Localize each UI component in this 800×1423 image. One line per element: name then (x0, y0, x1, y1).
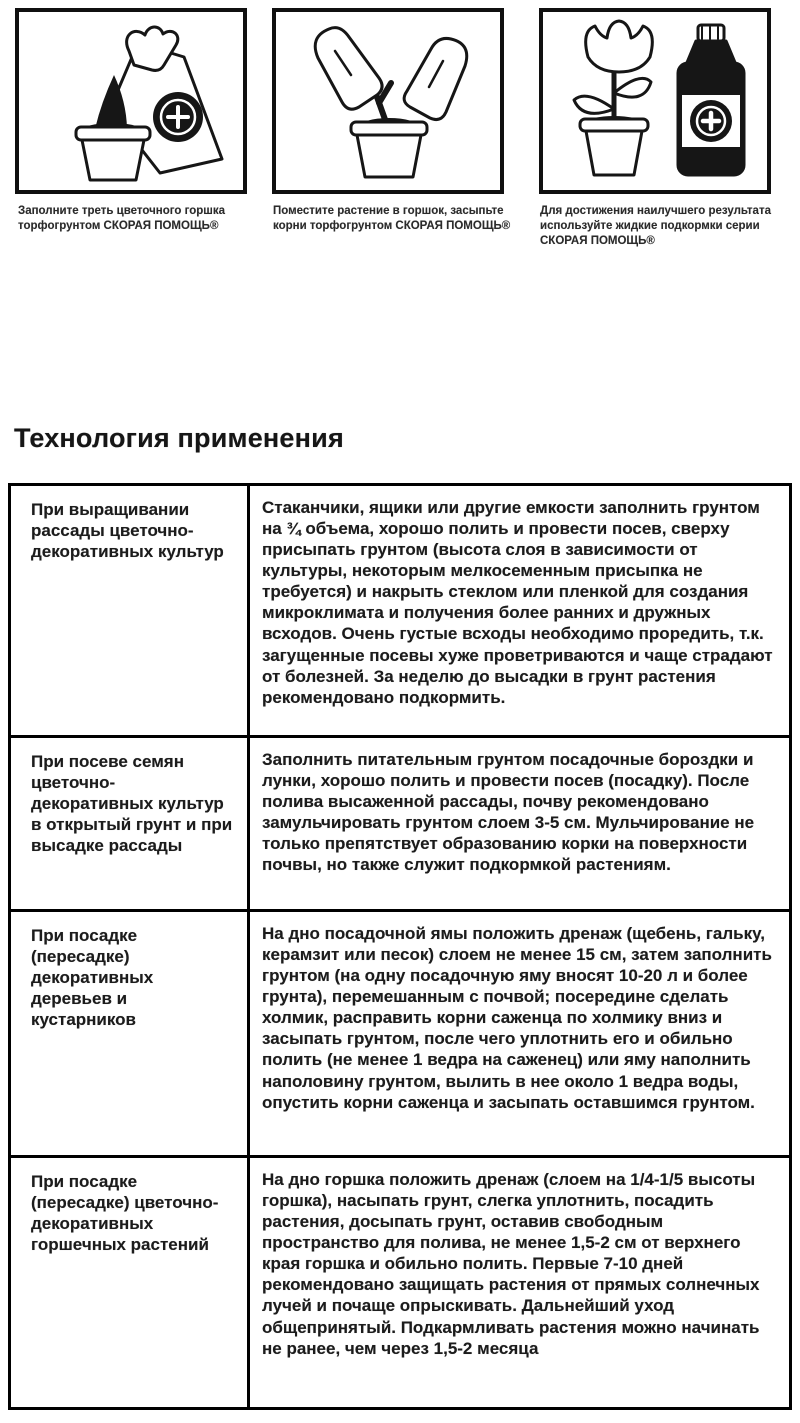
table-row-4-instructions: На дно горшка положить дренаж (слоем на 1/4-1/5 высоты горшка), насыпать грунт, слегка уплотнить, посадить растения, досыпать грунт, оставив свободным пространство для полива, не менее 1,5-2 см от верхнего края горшка и обильно полить. Первые 7-10 дней рекомендовано защищать растения от прямых солнечных лучей и почаще опрыскивать. Дальнейший уход общепринятый. Подкармливать растения можно начинать не ранее, чем через 1,5-2 месяца (262, 1170, 760, 1358)
table-row-1-condition: При выращивании рассады цветочно-декоративных культур (11, 486, 250, 738)
flower-and-bottle-illustration (550, 17, 760, 185)
planting-hands-illustration (283, 17, 493, 185)
table-row-2-instructions: Заполнить питательным грунтом посадочные бороздки и лунки, хорошо полить и провести посев (посадку). После полива высаженной рассады, почву рекомендовано замульчировать грунтом слоем 3-5 см. Мульчирование не только препятствует образованию корки на поверхности почвы, но также служит подкормкой растениям. (250, 738, 789, 912)
table-row-1-instructions: Стаканчики, ящики или другие емкости заполнить грунтом на ¾ объема, хорошо полить и провести посев, сверху присыпать грунтом (высота слоя в зависимости от культуры, некоторым мелкосеменным присыпка не требуется) и накрыть стеклом или пленкой для создания микроклимата и получения более ранних и дружных всходов. Очень густые всходы необходимо проредить, т.к. загущенные посевы хуже проветриваются и чаще страдают от болезней. За неделю до высадки в грунт растения рекомендовано подкормить. (250, 486, 789, 738)
page-title: Технология применения (14, 423, 344, 453)
table-row-4-condition: При посадке (пересадке) цветочно-декоративных горшечных растений (11, 1158, 250, 1407)
pour-soil-illustration (26, 17, 236, 185)
panel-caption-2: Поместите растение в горшок, засыпьте корни торфогрунтом СКОРАЯ ПОМОЩЬ® (273, 205, 511, 232)
panel-fill-pot (15, 8, 247, 194)
left-hand-icon (315, 28, 382, 110)
panel-caption-1: Заполните треть цветочного горшка торфогрунтом СКОРАЯ ПОМОЩЬ® (18, 205, 226, 232)
panel-caption-3: Для достижения наилучшего результата используйте жидкие подкормки серии СКОРАЯ ПОМОЩЬ® (540, 205, 771, 247)
panel-place-plant (272, 8, 504, 194)
panel-liquid-feed (539, 8, 771, 194)
table-row-3-instructions: На дно посадочной ямы положить дренаж (щебень, гальку, керамзит или песок) слоем не менее 15 см, затем заполнить грунтом (на одну посадочную яму вносят 10-20 л и более грунта), перемешанным с почвой; посередине сделать холмик, расправить корни саженца по холмику вниз и засыпать грунтом, после чего уплотнить его и обильно полить (не менее 1 ведра на саженец) или яму наполнить наполовину грунтом, вылить в нее около 1 ведра воды, опустить корни саженца и засыпать оставшимся грунтом. (250, 912, 789, 1158)
right-hand-icon (404, 38, 467, 119)
table-row-2-condition: При посеве семян цветочно-декоративных культур в открытый грунт и при высадке рассады (11, 738, 250, 912)
fertilizer-bottle-icon (678, 25, 744, 175)
tulip-flower-icon (586, 21, 653, 72)
application-technology-table (8, 483, 792, 1410)
table-row-3-condition: При посадке (пересадке) декоративных деревьев и кустарников (11, 912, 250, 1158)
